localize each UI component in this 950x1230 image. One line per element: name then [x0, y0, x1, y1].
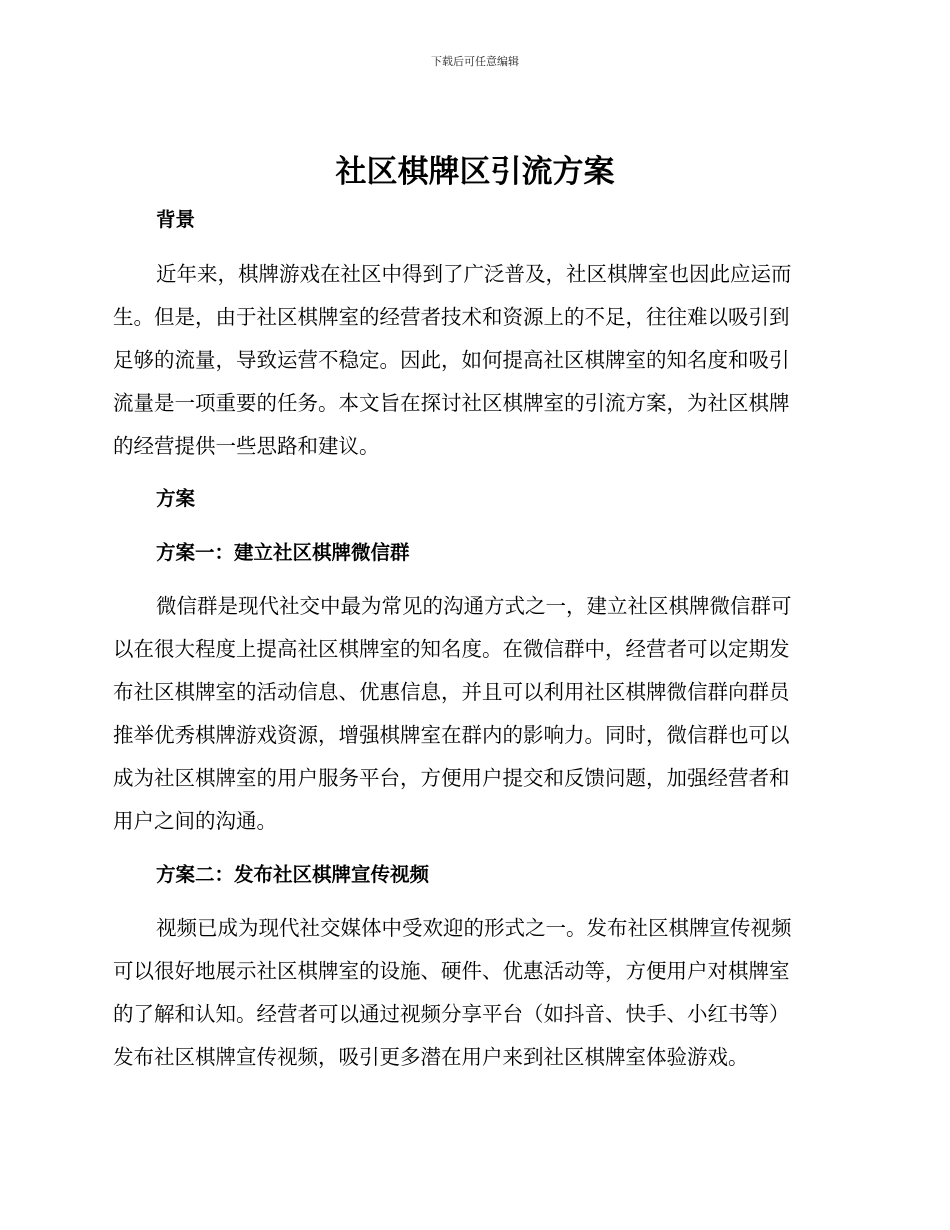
paragraph-line: 以在很大程度上提高社区棋牌室的知名度。在微信群中，经营者可以定期发: [113, 637, 790, 661]
paragraph-line: 生。但是，由于社区棋牌室的经营者技术和资源上的不足，往往难以吸引到: [113, 305, 790, 329]
heading-plan-1: 方案一：建立社区棋牌微信群: [156, 541, 410, 564]
paragraph-line: 微信群是现代社交中最为常见的沟通方式之一，建立社区棋牌微信群可: [156, 594, 792, 618]
paragraph-line: 布社区棋牌室的活动信息、优惠信息，并且可以利用社区棋牌微信群向群员: [113, 680, 790, 704]
paragraph-line: 可以很好地展示社区棋牌室的设施、硬件、优惠活动等，方便用户对棋牌室: [113, 959, 790, 983]
document-title: 社区棋牌区引流方案: [335, 154, 615, 190]
paragraph-line: 的经营提供一些思路和建议。: [113, 434, 380, 458]
heading-background: 背景: [156, 208, 196, 231]
heading-plan-2: 方案二：发布社区棋牌宣传视频: [156, 863, 430, 886]
paragraph-line: 发布社区棋牌宣传视频，吸引更多潜在用户来到社区棋牌室体验游戏。: [113, 1045, 749, 1069]
paragraph-line: 用户之间的沟通。: [113, 809, 277, 833]
paragraph-line: 推举优秀棋牌游戏资源，增强棋牌室在群内的影响力。同时，微信群也可以: [113, 723, 790, 747]
paragraph-line: 视频已成为现代社交媒体中受欢迎的形式之一。发布社区棋牌宣传视频: [156, 916, 792, 940]
paragraph-line: 足够的流量，导致运营不稳定。因此，如何提高社区棋牌室的知名度和吸引: [113, 348, 790, 372]
header-note: 下载后可任意编辑: [431, 55, 519, 68]
paragraph-line: 的了解和认知。经营者可以通过视频分享平台（如抖音、快手、小红书等）: [113, 1002, 790, 1026]
paragraph-line: 成为社区棋牌室的用户服务平台，方便用户提交和反馈问题，加强经营者和: [113, 766, 790, 790]
paragraph-line: 流量是一项重要的任务。本文旨在探讨社区棋牌室的引流方案，为社区棋牌: [113, 391, 790, 415]
paragraph-line: 近年来，棋牌游戏在社区中得到了广泛普及，社区棋牌室也因此应运而: [156, 262, 792, 286]
heading-plan: 方案: [156, 487, 196, 510]
paragraph-plan-2: [113, 907, 833, 1079]
paragraph-background: [113, 253, 833, 468]
paragraph-plan-1: [113, 585, 833, 843]
